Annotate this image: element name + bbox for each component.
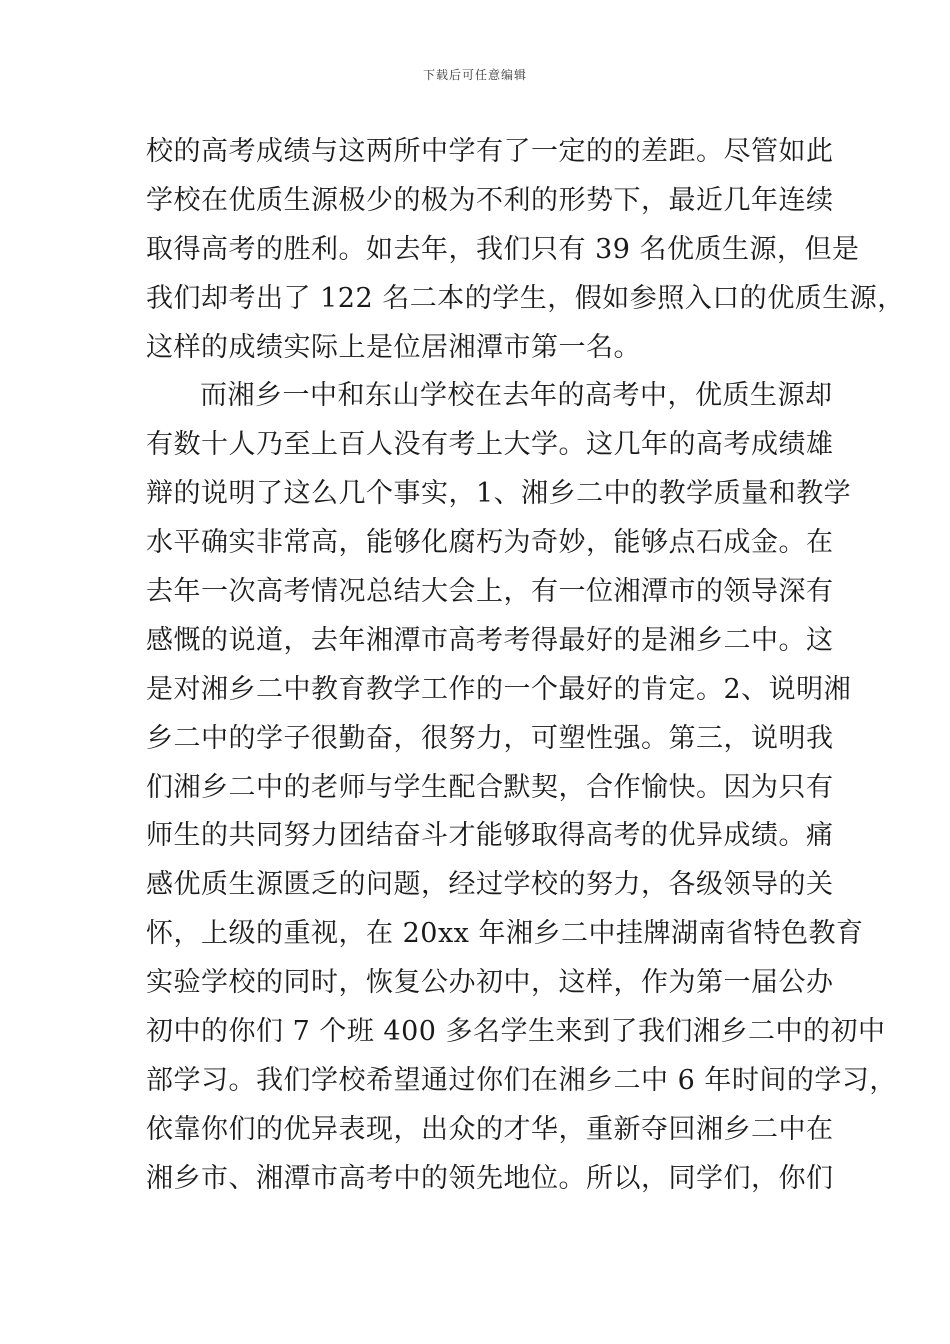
paragraph-line: 怀，上级的重视，在 20xx 年湘乡二中挂牌湖南省特色教育 [146, 918, 864, 950]
page-header: 下载后可任意编辑 [422, 68, 527, 82]
paragraph-line: 实验学校的同时，恢复公办初中，这样，作为第一届公办 [146, 967, 834, 999]
paragraph-line: 初中的你们 7 个班 400 多名学生来到了我们湘乡二中的初中 [146, 1016, 886, 1048]
paragraph-line: 湘乡市、湘潭市高考中的领先地位。所以，同学们，你们 [146, 1162, 834, 1194]
paragraph-line: 我们却考出了 122 名二本的学生，假如参照入口的优质生源， [146, 282, 905, 314]
document-body [146, 128, 905, 1204]
paragraph-1 [146, 128, 905, 372]
paragraph-line: 感慨的说道，去年湘潭市高考考得最好的是湘乡二中。这 [146, 624, 834, 656]
paragraph-line: 们湘乡二中的老师与学生配合默契，合作愉快。因为只有 [146, 771, 834, 803]
paragraph-line: 依靠你们的优异表现，出众的才华，重新夺回湘乡二中在 [146, 1113, 834, 1145]
paragraph-line: 感优质生源匮乏的问题，经过学校的努力，各级领导的关 [146, 869, 834, 901]
paragraph-line: 学校在优质生源极少的极为不利的形势下，最近几年连续 [146, 184, 834, 216]
paragraph-2 [146, 372, 897, 1203]
paragraph-line: 部学习。我们学校希望通过你们在湘乡二中 6 年时间的学习， [146, 1064, 897, 1096]
paragraph-line: 是对湘乡二中教育教学工作的一个最好的肯定。2、说明湘 [146, 673, 852, 705]
paragraph-line: 辩的说明了这么几个事实，1、湘乡二中的教学质量和教学 [146, 478, 852, 510]
paragraph-line: 取得高考的胜利。如去年，我们只有 39 名优质生源，但是 [146, 233, 860, 265]
paragraph-line: 乡二中的学子很勤奋，很努力，可塑性强。第三，说明我 [146, 722, 834, 754]
paragraph-line: 去年一次高考情况总结大会上，有一位湘潭市的领导深有 [146, 576, 834, 608]
paragraph-line: 有数十人乃至上百人没有考上大学。这几年的高考成绩雄 [146, 429, 834, 461]
paragraph-line: 师生的共同努力团结奋斗才能够取得高考的优异成绩。痛 [146, 820, 834, 852]
paragraph-line: 校的高考成绩与这两所中学有了一定的的差距。尽管如此 [146, 136, 834, 167]
paragraph-line: 这样的成绩实际上是位居湘潭市第一名。 [146, 331, 641, 363]
paragraph-line: 而湘乡一中和东山学校在去年的高考中，优质生源却 [200, 380, 833, 412]
paragraph-line: 水平确实非常高，能够化腐朽为奇妙，能够点石成金。在 [146, 527, 834, 559]
